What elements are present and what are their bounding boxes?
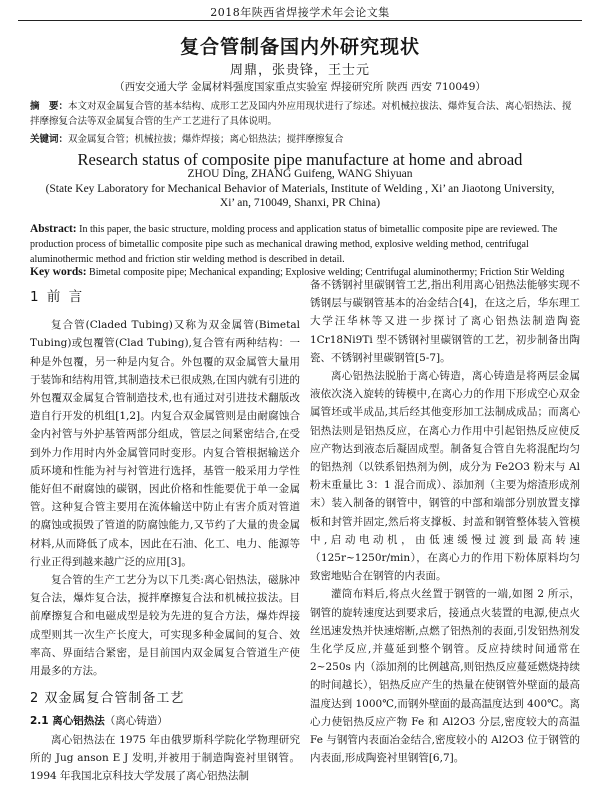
keywords-en-label: Key words: xyxy=(30,266,87,278)
keywords-cn-text: 双金属复合管；机械拉拔；爆炸焊接；离心铝热法；搅拌摩擦复合 xyxy=(68,134,344,145)
paper-title-cn: 复合管制备国内外研究现状 xyxy=(179,36,420,58)
right-column-paragraph-2: 灌筒布料后,将点火丝置于钢管的一端,如图 2 所示，钢管的旋转速度达到要求后，接通点火装置的电源,使点火丝迅速发热并快速熔断,点燃了铝热剂的表面,引发铝热剂发生化学反应,并蔓延到整个钢管。反应持续时间通常在 2~250s 内（添加剂的比例越高,则铝热反应蔓延燃烧持续的时间越长），铝热反应产生的热量在使钢管外壁面的最高温度达到 1000℃,而钢外壁面的最高温度达到 400℃。离心力使铝热反应产物 Fe 和 Al2O3 分层,密度较大的高温 Fe 与钢管内表面冶金结合,密度较小的 Al2O3 位于钢管的内表面,形成陶瓷衬里钢管[6,7]。 xyxy=(310,588,580,765)
section-2-1-paragraph-1: 离心铝热法在 1975 年由俄罗斯科学院化学物理研究所的 Jug anson E J 发明,并被用于制造陶瓷衬里钢管。1994 年我国北京科技大学发展了离心铝热法制 xyxy=(30,733,300,783)
keywords-en-text: Bimetal composite pipe; Mechanical expanding; Explosive welding; Centrifugal aluminothermy; Friction Stir Welding xyxy=(86,267,565,278)
abstract-cn-label: 摘 要： xyxy=(30,101,69,112)
keywords-cn xyxy=(30,131,575,145)
authors-cn: 周鼎，张贵锋，王士元 xyxy=(229,63,370,78)
affiliation-en-line-1: (State Key Laboratory for Mechanical Behavior of Materials, Institute of Welding , Xi’ an Jiaotong University, xyxy=(45,183,555,195)
section-1-heading: 1 前 言 xyxy=(30,289,85,305)
abstract-en xyxy=(30,222,575,267)
body-column-left xyxy=(30,276,300,783)
abstract-cn-text: 本文对双金属复合管的基本结构、成形工艺及国内外应用现状进行了综述。对机械拉拔法、爆炸复合法、离心铝热法、搅拌摩擦复合法等双金属复合管的生产工艺进行了具体说明。 xyxy=(30,101,572,127)
section-2-heading: 2 双金属复合管制备工艺 xyxy=(30,691,185,707)
section-1-paragraph-2: 复合管的生产工艺分为以下几类:离心铝热法，磁脉冲复合法，爆炸复合法，搅拌摩擦复合法和机械拉拔法。目前摩擦复合和电磁成型是较为先进的复合方法，爆炸焊接成型则其一次生产长度大，可实现多种金属间的复合、效率高、界面结合紧密，是目前国内双金属复合管道生产使用最多的方法。 xyxy=(30,574,300,678)
abstract-cn xyxy=(30,99,575,129)
running-header: 2018年陕西省焊接学术年会论文集 xyxy=(210,6,390,19)
keywords-cn-label: 关键词： xyxy=(30,134,69,145)
paper-title-en: Research status of composite pipe manufacture at home and abroad xyxy=(77,150,523,169)
abstract-en-text: In this paper, the basic structure, molding process and application status of bimetallic composite pipe are reviewed. The production process of bimetallic composite pipe such as mechanical drawing method, explosive welding method, centrifugal aluminothermic method and friction stir welding method is described in detail. xyxy=(30,224,558,265)
section-1-paragraph-1: 复合管(Claded Tubing)又称为双金属管(Bimetal Tubing)或包覆管(Clad Tubing),复合管有两种结构：一种是外包覆，另一种是内复合。外包覆的双金属管大量用于装饰和结构用管,其制造技术已很成熟,在国内就有引进的外包覆双金属复合管制造技术,也有通过对引进技术翻版改造自行开发的机组[1,2]。内复合双金属管则是由耐腐蚀合金内衬管与外护基管两部分组成，管层之间紧密结合,在受到外力作用时内外金属管同时变形。内复合管根据输送介质环境和性能为衬与衬管进行选择，基管一般采用力学性能好但不耐腐蚀的碳钢，因此价格和性能要优于单一金属管。这种复合管主要用在流体输送中防止有害介质对管道的腐蚀或损毁了管道的防腐蚀能力,又节约了大量的贵金属材料,从而降低了成本，因此在石油、化工、电力、能源等行业正得到越来越广泛的应用[3]。 xyxy=(30,319,300,568)
affiliation-en xyxy=(0,182,600,210)
abstract-en-label: Abstract: xyxy=(30,223,77,235)
authors-en: ZHOU Ding, ZHANG Guifeng, WANG Shiyuan xyxy=(187,168,413,180)
body-column-right xyxy=(310,276,580,765)
affiliation-en-line-2: Xi’ an, 710049, Shanxi, PR China) xyxy=(219,197,381,209)
header-rule xyxy=(18,20,582,21)
right-column-paragraph-continued: 备不锈钢衬里碳钢管工艺,指出利用离心铝热法能够实现不锈钢层与碳钢管基本的冶金结合[4]，在这之后，华东理工大学汪华林等又进一步探讨了离心铝热法制造陶瓷 1Cr18Ni9Ti 型不锈钢衬里碳钢管的工艺，初步制备出陶瓷、不锈钢衬里碳钢管[5-7]。 xyxy=(310,279,580,364)
right-column-paragraph-1: 离心铝热法脱胎于离心铸造，离心铸造是将两层金属液依次浇入旋转的铸模中,在离心力的作用下形成空心双金属管坯或半成品,其后经其他变形加工法制成成品；而离心铝热法则是铝热反应，在离心力作用中引起铝热反应使反应产物达到液态后凝固成型。制备复合管自先将混配均匀的铝热剂（以铁系铝热剂为例，成分为 Fe2O3 粉末与 Al 粉末重量比 3：1 混合而成）、添加剂（主要为熔渣形成剂末）装入制备的钢管中，钢管的中部和端部分别放置支撑板和封管并固定,然后将支撑板、封盖和钢管整体装入管模中,启动电动机，由低速缓慢过渡到最高转速（125r~1250r/min），在离心力的作用下粉体原料均匀致密地贴合在钢管的内表面。 xyxy=(310,370,580,583)
affiliation-cn: （西安交通大学 金属材料强度国家重点实验室 焊接研究所 陕西 西安 710049） xyxy=(114,81,486,93)
section-2-1-title: 2.1 离心铝热法 xyxy=(30,715,105,728)
section-2-1-subtitle: （离心铸造） xyxy=(104,715,168,728)
section-2-1-heading xyxy=(30,712,300,730)
